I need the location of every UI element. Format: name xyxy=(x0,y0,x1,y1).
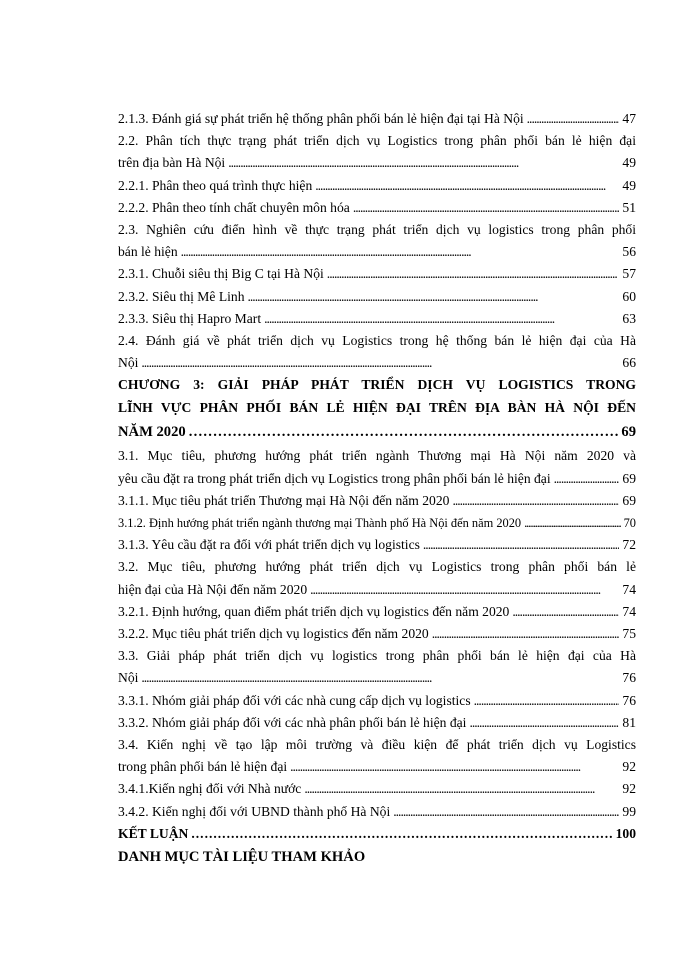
toc-entry[interactable] xyxy=(118,845,636,870)
toc-entry-row xyxy=(118,823,636,845)
page-number: 76 xyxy=(622,670,636,686)
toc-entry-title: trong phân phối bán lẻ hiện đại xyxy=(118,759,288,775)
toc-entry-title: 3.2.2. Mục tiêu phát triển dịch vụ logistics đến năm 2020 xyxy=(118,625,429,641)
dot-leader xyxy=(527,108,620,130)
toc-entry-title: DANH MỤC TÀI LIỆU THAM KHẢO xyxy=(118,849,366,865)
dot-leader xyxy=(554,468,620,490)
toc-entry-title: yêu cầu đặt ra trong phát triển dịch vụ Logistics trong phân phối bán lẻ hiện đại xyxy=(118,470,551,486)
toc-entry-row xyxy=(118,756,636,778)
toc-entry-row xyxy=(118,601,636,623)
page-number: 69 xyxy=(622,492,636,508)
toc-entry-title: trên địa bàn Hà Nội xyxy=(118,155,226,171)
toc-entry-row xyxy=(118,263,636,285)
dot-leader xyxy=(315,175,619,197)
toc-entry[interactable] xyxy=(118,175,636,197)
toc-entry[interactable] xyxy=(118,801,636,823)
toc-entry[interactable] xyxy=(118,445,636,489)
toc-entry[interactable] xyxy=(118,734,636,778)
page-number: 74 xyxy=(622,581,636,597)
toc-entry-title: 3.2.1. Định hướng, quan điểm phát triển dịch vụ logistics đến năm 2020 xyxy=(118,603,510,619)
dot-leader xyxy=(191,823,612,845)
toc-entry-title: 3.3.2. Nhóm giải pháp đối với các nhà phân phối bán lẻ hiện đại xyxy=(118,714,467,730)
toc-entry-row xyxy=(118,152,636,174)
toc-entry-row xyxy=(118,241,636,263)
dot-leader xyxy=(432,623,620,645)
toc-entry[interactable] xyxy=(118,534,636,556)
toc-entry-title: 3.4.1.Kiến nghị đối với Nhà nước xyxy=(118,781,302,797)
page-number: 99 xyxy=(622,803,636,819)
toc-entry-line: 3.4. Kiến nghị về tạo lập môi trường và điều kiện để phát triển dịch vụ Logistics xyxy=(118,736,636,752)
dot-leader xyxy=(474,690,620,712)
toc-entry-title: 3.1.1. Mục tiêu phát triển Thương mại Hà Nội đến năm 2020 xyxy=(118,492,450,508)
toc-entry[interactable] xyxy=(118,512,636,534)
toc-entry-title: 2.3.3. Siêu thị Hapro Mart xyxy=(118,310,262,326)
toc-entry-row xyxy=(118,286,636,308)
toc-entry-title: NĂM 2020 xyxy=(118,423,186,440)
dot-leader xyxy=(248,286,620,308)
toc-entry-line: CHƯƠNG 3: GIẢI PHÁP PHÁT TRIỂN DỊCH VỤ LOGISTICS TRONG xyxy=(118,377,636,393)
dot-leader xyxy=(264,308,619,330)
toc-entry[interactable] xyxy=(118,778,636,800)
page-number: 81 xyxy=(622,714,636,730)
dot-leader xyxy=(141,352,619,374)
page-number: 49 xyxy=(622,177,636,193)
page-number: 66 xyxy=(622,355,636,371)
page-number: 75 xyxy=(622,625,636,641)
toc-entry[interactable] xyxy=(118,330,636,374)
page-number: 69 xyxy=(621,423,636,440)
toc-entry-title: 3.1.2. Định hướng phát triển ngành thương mại Thành phố Hà Nội đến năm 2020 xyxy=(118,515,522,530)
page-number: 49 xyxy=(622,155,636,171)
toc-entry-title: 2.3.2. Siêu thị Mê Linh xyxy=(118,288,245,304)
toc-entry[interactable] xyxy=(118,130,636,174)
toc-entry[interactable] xyxy=(118,623,636,645)
page-number: 69 xyxy=(622,470,636,486)
toc-entry[interactable] xyxy=(118,690,636,712)
toc-entry[interactable] xyxy=(118,645,636,689)
dot-leader xyxy=(393,801,619,823)
dot-leader xyxy=(310,579,619,601)
toc-entry-line: 3.1. Mục tiêu, phương hướng phát triển ngành Thương mại Hà Nội năm 2020 và xyxy=(118,448,636,464)
page-number: 60 xyxy=(622,288,636,304)
toc-entry-row xyxy=(118,690,636,712)
toc-entry-row xyxy=(118,667,636,689)
toc-entry-title: 3.3.1. Nhóm giải pháp đối với các nhà cung cấp dịch vụ logistics xyxy=(118,692,471,708)
toc-entry-row xyxy=(118,308,636,330)
toc-entry-line: 3.3. Giải pháp phát triển dịch vụ logistics trong phân phối bán lẻ hiện đại của Hà xyxy=(118,648,636,664)
dot-leader xyxy=(512,601,619,623)
toc-entry-line: 3.2. Mục tiêu, phương hướng phát triển dịch vụ Logistics trong phân phối bán lẻ xyxy=(118,559,636,575)
page-number: 76 xyxy=(622,692,636,708)
toc-entry[interactable] xyxy=(118,108,636,130)
toc-entry[interactable] xyxy=(118,197,636,219)
toc-entry-row xyxy=(118,108,636,130)
toc-entry-line: 2.3. Nghiên cứu điển hình về thực trạng phát triển dịch vụ logistics trong phân phối xyxy=(118,222,636,238)
toc-entry-title: 3.1.3. Yêu cầu đặt ra đối với phát triển dịch vụ logistics xyxy=(118,537,420,553)
page-number: 92 xyxy=(622,781,636,797)
toc-entry[interactable] xyxy=(118,263,636,285)
toc-entry-row xyxy=(118,490,636,512)
table-of-contents xyxy=(118,108,636,870)
dot-leader xyxy=(423,534,620,556)
toc-entry[interactable] xyxy=(118,601,636,623)
toc-entry[interactable] xyxy=(118,823,636,845)
page-number: 63 xyxy=(622,310,636,326)
toc-entry[interactable] xyxy=(118,556,636,600)
toc-entry-row xyxy=(118,778,636,800)
toc-entry-title: 2.3.1. Chuỗi siêu thị Big C tại Hà Nội xyxy=(118,266,324,282)
toc-entry-title: 2.1.3. Đánh giá sự phát triển hệ thống phân phối bán lẻ hiện đại tại Hà Nội xyxy=(118,111,524,126)
toc-entry-title: Nội xyxy=(118,355,139,371)
toc-entry-row xyxy=(118,534,636,556)
toc-entry-row xyxy=(118,352,636,374)
dot-leader xyxy=(189,419,619,446)
page-number: 56 xyxy=(622,244,636,260)
toc-entry-row xyxy=(118,419,636,446)
dot-leader xyxy=(353,197,620,219)
toc-entry-row xyxy=(118,197,636,219)
toc-entry-line: LĨNH VỰC PHÂN PHỐI BÁN LẺ HIỆN ĐẠI TRÊN ĐỊA BÀN HÀ NỘI ĐẾN xyxy=(118,399,636,415)
toc-entry-title: 2.2.2. Phân theo tính chất chuyên môn hóa xyxy=(118,199,350,215)
dot-leader xyxy=(524,512,620,534)
toc-entry-title: 2.2.1. Phân theo quá trình thực hiện xyxy=(118,177,313,193)
page-number: 51 xyxy=(622,199,636,215)
toc-entry-title: hiện đại của Hà Nội đến năm 2020 xyxy=(118,581,308,597)
dot-leader xyxy=(141,667,619,689)
toc-entry[interactable] xyxy=(118,308,636,330)
toc-entry-row xyxy=(118,175,636,197)
toc-entry-row xyxy=(118,623,636,645)
dot-leader xyxy=(228,152,619,174)
toc-entry[interactable] xyxy=(118,219,636,263)
toc-entry-row xyxy=(118,468,636,490)
page-number: 100 xyxy=(615,825,636,841)
toc-entry[interactable] xyxy=(118,712,636,734)
toc-entry-title: bán lẻ hiện xyxy=(118,244,178,260)
dot-leader xyxy=(290,756,619,778)
toc-entry-title: KẾT LUẬN xyxy=(118,825,189,841)
toc-entry[interactable] xyxy=(118,286,636,308)
dot-leader xyxy=(327,263,620,285)
toc-entry-row xyxy=(118,579,636,601)
dot-leader xyxy=(452,490,619,512)
toc-entry-row xyxy=(118,801,636,823)
toc-entry[interactable] xyxy=(118,374,636,445)
toc-entry-row xyxy=(118,512,636,534)
page-number: 92 xyxy=(622,759,636,775)
page-number: 74 xyxy=(622,603,636,619)
toc-entry-title: 3.4.2. Kiến nghị đối với UBND thành phố Hà Nội xyxy=(118,803,391,819)
dot-leader xyxy=(469,712,619,734)
page-number: 47 xyxy=(622,111,636,126)
toc-entry-line: 2.4. Đánh giá về phát triển dịch vụ Logistics trong hệ thống bán lẻ hiện đại của Hà xyxy=(118,333,636,349)
toc-entry-line: 2.2. Phân tích thực trạng phát triển dịch vụ Logistics trong phân phối bán lẻ hiện đại xyxy=(118,133,636,149)
toc-entry-title: Nội xyxy=(118,670,139,686)
page-number: 57 xyxy=(622,266,636,282)
dot-leader xyxy=(304,778,619,800)
toc-entry[interactable] xyxy=(118,490,636,512)
page-number: 72 xyxy=(622,537,636,553)
toc-entry-row xyxy=(118,712,636,734)
page-number: 70 xyxy=(623,515,636,530)
dot-leader xyxy=(181,241,620,263)
